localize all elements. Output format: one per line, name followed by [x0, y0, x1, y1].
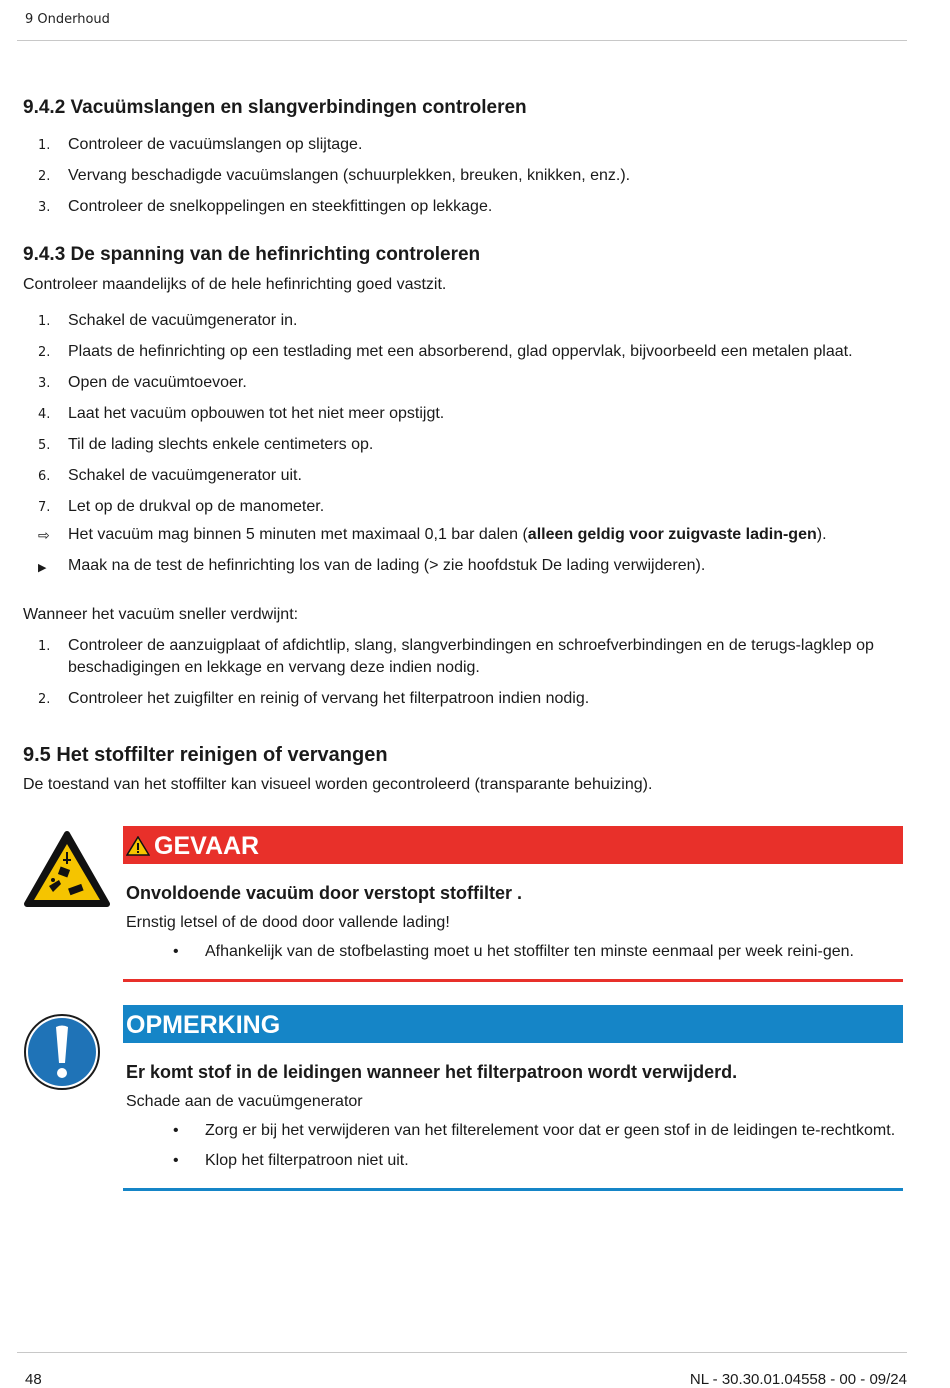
step-text: Plaats de hefinrichting op een testlading met een absorberend, glad oppervlak, bijvoorbeeld een metalen plaat. [68, 343, 853, 360]
danger-bullets [123, 941, 903, 963]
step-number: 6. [38, 469, 51, 484]
step-text: Let op de drukval op de manometer. [68, 498, 325, 515]
step-text: Vervang beschadigde vacuümslangen (schuurplekken, breuken, knikken, enz.). [68, 167, 631, 184]
bullet-icon: • [173, 1152, 179, 1169]
list-item [23, 403, 903, 425]
page-header [17, 0, 907, 41]
warning-triangle-icon [126, 836, 150, 856]
step-number: 2. [38, 345, 51, 360]
list-item [23, 465, 903, 487]
note-banner [123, 1005, 903, 1043]
note-title: Er komt stof in de leidingen wanneer het filterpatroon wordt verwijderd. [126, 1062, 738, 1082]
list-item [123, 941, 903, 963]
bullet-text: Afhankelijk van de stofbelasting moet u het stoffilter ten minste eenmaal per week reini-gen. [205, 943, 854, 960]
danger-divider [123, 979, 903, 982]
steps-943 [23, 310, 903, 577]
danger-notice [123, 826, 903, 982]
list-item [23, 196, 903, 218]
page-footer [17, 1352, 907, 1388]
step-number: 1. [38, 314, 51, 329]
note-divider [123, 1188, 903, 1191]
condition-text: Wanneer het vacuüm sneller verdwijnt: [23, 606, 299, 623]
document-reference: NL - 30.30.01.04558 - 00 - 09/24 [689, 1371, 907, 1388]
section-heading-942: 9.4.2 Vacuümslangen en slangverbindingen controleren [23, 97, 527, 118]
list-item [123, 1150, 903, 1172]
result-item [23, 524, 903, 546]
danger-banner [123, 826, 903, 864]
section-intro-95: De toestand van het stoffilter kan visueel worden gecontroleerd (transparante behuizing). [23, 776, 653, 793]
step-number: 4. [38, 407, 51, 422]
step-text: Schakel de vacuümgenerator uit. [68, 467, 302, 484]
step-text: Laat het vacuüm opbouwen tot het niet meer opstijgt. [68, 405, 445, 422]
bullet-text: Zorg er bij het verwijderen van het filterelement voor dat er geen stof in de leidingen te-rechtkomt. [205, 1122, 896, 1139]
step-number: 7. [38, 500, 51, 515]
steps-943-repair [23, 635, 903, 710]
action-triangle-icon: ▶ [38, 562, 47, 574]
result-arrow-icon: ⇨ [38, 527, 50, 543]
step-number: 3. [38, 200, 51, 215]
list-item [23, 165, 903, 187]
note-label: OPMERKING [126, 1011, 281, 1039]
section-intro-943: Controleer maandelijks of de hele hefinrichting goed vastzit. [23, 276, 447, 293]
bullet-icon: • [173, 943, 179, 960]
page-content [23, 96, 903, 1191]
step-number: 1. [38, 138, 51, 153]
action-item [23, 555, 903, 577]
list-item [23, 310, 903, 332]
note-notice [123, 1005, 903, 1191]
list-item [23, 372, 903, 394]
list-item [23, 688, 903, 710]
step-text: Controleer de snelkoppelingen en steekfittingen op lekkage. [68, 198, 493, 215]
step-number: 3. [38, 376, 51, 391]
list-item [123, 1120, 903, 1142]
step-text: Open de vacuümtoevoer. [68, 374, 247, 391]
chapter-title: 9 Onderhoud [25, 12, 110, 27]
step-number: 2. [38, 692, 51, 707]
danger-label: GEVAAR [154, 832, 260, 860]
list-item [23, 134, 903, 156]
bullet-icon: • [173, 1122, 179, 1139]
list-item [23, 496, 903, 518]
step-text: Til de lading slechts enkele centimeters op. [68, 436, 374, 453]
result-text-bold: alleen geldig voor zuigvaste ladin-gen [527, 526, 817, 543]
step-text: Schakel de vacuümgenerator in. [68, 312, 298, 329]
falling-load-warning-icon [23, 830, 111, 908]
steps-942 [23, 134, 903, 218]
result-text-post: ). [816, 526, 827, 543]
action-text: Maak na de test de hefinrichting los van de lading (> zie hoofdstuk De lading verwijderen). [68, 557, 706, 574]
exclamation-mandatory-icon [23, 1013, 101, 1091]
list-item [23, 635, 903, 679]
step-number: 5. [38, 438, 51, 453]
step-number: 2. [38, 169, 51, 184]
section-heading-95: 9.5 Het stoffilter reinigen of vervangen [23, 744, 388, 766]
result-text-pre: Het vacuüm mag binnen 5 minuten met maximaal 0,1 bar dalen ( [68, 526, 528, 543]
step-text: Controleer het zuigfilter en reinig of vervang het filterpatroon indien nodig. [68, 690, 590, 707]
step-text: Controleer de aanzuigplaat of afdichtlip, slang, slangverbindingen en schroefverbindingen en de terugs-lagklep op beschadigingen en lekkage en vervang deze indien nodig. [68, 637, 874, 676]
step-text: Controleer de vacuümslangen op slijtage. [68, 136, 363, 153]
page-number: 48 [25, 1371, 42, 1388]
step-number: 1. [38, 639, 51, 654]
note-subtitle: Schade aan de vacuümgenerator [126, 1093, 363, 1110]
danger-subtitle: Ernstig letsel of de dood door vallende lading! [126, 914, 450, 931]
list-item [23, 341, 903, 363]
danger-title: Onvoldoende vacuüm door verstopt stoffilter . [126, 883, 523, 903]
list-item [23, 434, 903, 456]
note-bullets [123, 1120, 903, 1172]
section-heading-943: 9.4.3 De spanning van de hefinrichting controleren [23, 244, 481, 265]
bullet-text: Klop het filterpatroon niet uit. [205, 1152, 409, 1169]
